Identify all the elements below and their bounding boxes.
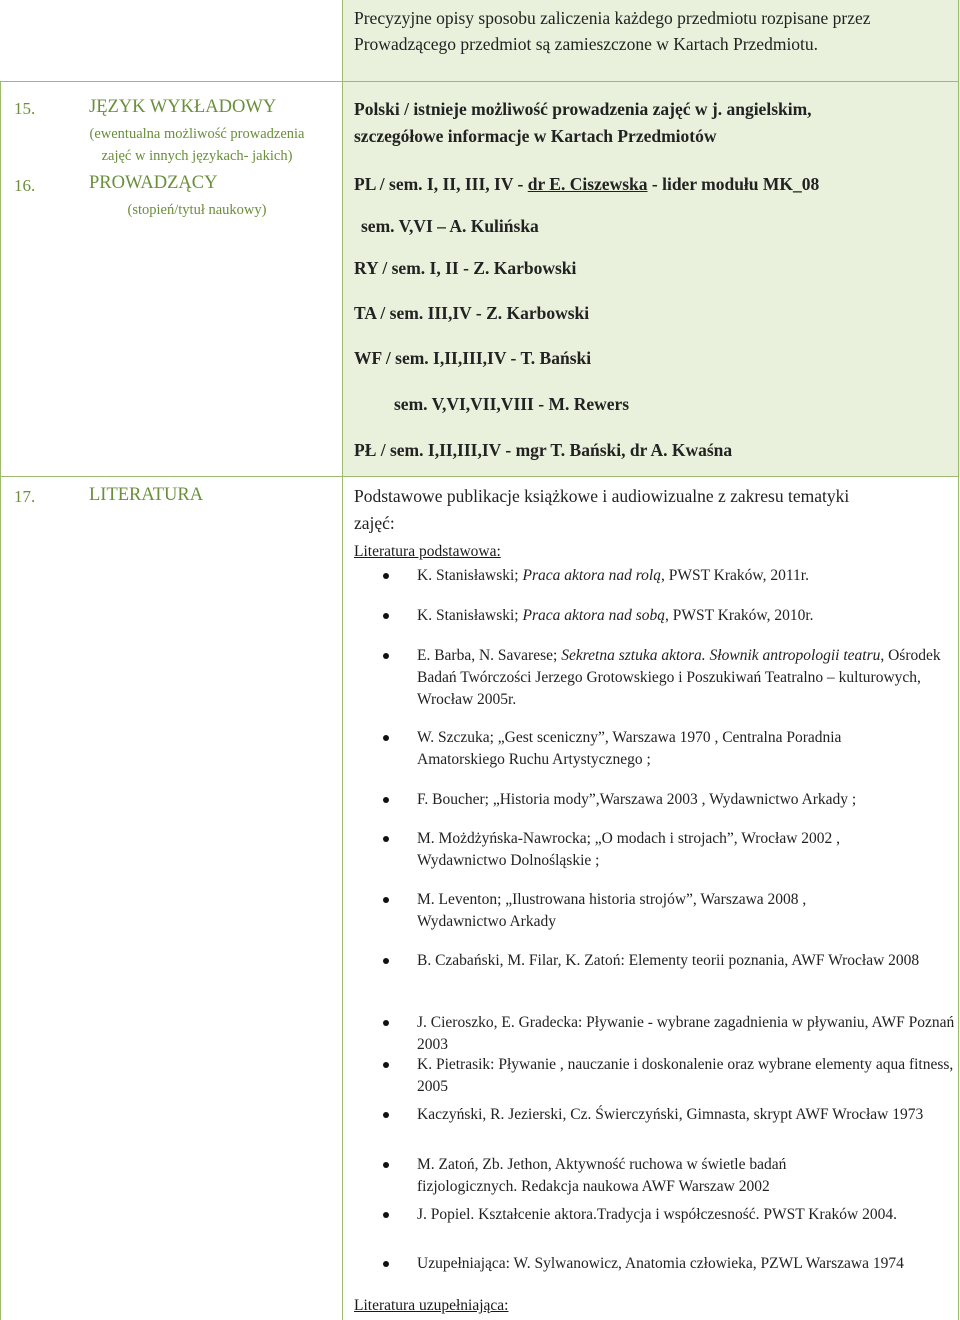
bullet-icon	[383, 1261, 389, 1267]
bullet-icon	[383, 613, 389, 619]
row-divider-17	[0, 476, 959, 477]
bullet-icon	[383, 836, 389, 842]
row-15-label: JĘZYK WYKŁADOWY	[89, 97, 277, 117]
literature-item	[417, 1104, 957, 1126]
literature-item-publisher: , PWST Kraków, 2010r.	[665, 607, 814, 624]
literature-item	[417, 789, 937, 811]
literature-item-text: B. Czabański, M. Filar, K. Zatoń: Elementy teorii poznania, AWF Wrocław 2008	[417, 952, 920, 969]
literature-item-title: Praca aktora nad rolą	[522, 567, 661, 584]
row-17-label: LITERATURA	[89, 485, 204, 505]
literature-item-title: Sekretna sztuka aktora. Słownik antropologii teatru	[561, 647, 881, 664]
literature-item-text: K. Stanisławski;	[417, 567, 523, 584]
row-15-content-1: Polski / istnieje możliwość prowadzenia zajęć w j. angielskim,	[354, 99, 812, 119]
bullet-icon	[383, 1062, 389, 1068]
literature-item-text: F. Boucher; „Historia mody”,Warszawa 2003 , Wydawnictwo Arkady ;	[417, 791, 857, 808]
bullet-icon	[383, 653, 389, 659]
bullet-icon	[383, 897, 389, 903]
row-15-note-2: zajęć w innych językach- jakich)	[101, 148, 293, 164]
literature-item-text: E. Barba, N. Savarese;	[417, 647, 562, 664]
top-note-line-2: Prowadzącego przedmiot są zamieszczone w Kartach Przedmiotu.	[354, 34, 819, 54]
literature-intro-2: zajęć:	[354, 513, 395, 533]
row-16-label: PROWADZĄCY	[89, 173, 218, 193]
literature-item-text: J. Cieroszko, E. Gradecka: Pływanie - wybrane zagadnienia w pływaniu, AWF Poznań 2003	[417, 1014, 955, 1053]
bullet-icon	[383, 1162, 389, 1168]
literature-item-text: M. Leventon; „Ilustrowana historia strojów”, Warszawa 2008 , Wydawnictwo Arkady	[417, 891, 807, 930]
literature-item	[417, 605, 937, 627]
bullet-icon	[383, 573, 389, 579]
column-divider	[342, 0, 343, 1320]
literature-item-text: K. Stanisławski;	[417, 607, 523, 624]
lecturer-ry: RY / sem. I, II - Z. Karbowski	[354, 258, 577, 278]
literature-item	[417, 1154, 887, 1198]
right-border	[958, 0, 959, 1320]
literature-intro-1: Podstawowe publikacje książkowe i audiowizualne z zakresu tematyki	[354, 486, 850, 506]
top-note-line-1: Precyzyjne opisy sposobu zaliczenia każdego przedmiotu rozpisane przez	[354, 8, 871, 28]
literature-item-publisher: , PWST Kraków, 2011r.	[661, 567, 809, 584]
literature-item	[417, 950, 957, 972]
row-15-content-2: szczegółowe informacje w Kartach Przedmiotów	[354, 126, 717, 146]
bullet-icon	[383, 1212, 389, 1218]
lecturer-pl-prefix: PL / sem. I, II, III, IV -	[354, 174, 528, 194]
literature-item-text: K. Pietrasik: Pływanie , nauczanie i doskonalenie oraz wybrane elementy aqua fitness, 2005	[417, 1056, 954, 1095]
literature-item-text: Uzupełniająca: W. Sylwanowicz, Anatomia człowieka, PZWL Warszawa 1974	[417, 1255, 904, 1272]
literature-item-text: M. Możdżyńska-Nawrocka; „O modach i strojach”, Wrocław 2002 , Wydawnictwo Dolnośląskie ;	[417, 830, 841, 869]
lecturer-pl2: PŁ / sem. I,II,III,IV - mgr T. Bański, dr A. Kwaśna	[354, 440, 733, 460]
literature-item	[417, 645, 947, 711]
bullet-icon	[383, 1020, 389, 1026]
literature-item-text: M. Zatoń, Zb. Jethon, Aktywność ruchowa w świetle badań fizjologicznych. Redakcja naukowa AWF Warszaw 2002	[417, 1156, 787, 1195]
row-15-note-1: (ewentualna możliwość prowadzenia	[89, 126, 305, 142]
literature-item	[417, 828, 917, 872]
bullet-icon	[383, 1112, 389, 1118]
literature-item-title: Praca aktora nad sobą	[522, 607, 666, 624]
row-divider-top	[0, 81, 959, 82]
row-15-number: 15.	[14, 99, 36, 118]
literature-item	[417, 1054, 957, 1098]
literature-item	[417, 1253, 957, 1275]
literature-item	[417, 727, 917, 771]
literature-item	[417, 1204, 927, 1226]
literature-item	[417, 565, 937, 587]
literature-item-text: W. Szczuka; „Gest sceniczny”, Warszawa 1970 , Centralna Poradnia Amatorskiego Ruchu Artystycznego ;	[417, 729, 842, 768]
literature-basic-heading: Literatura podstawowa:	[354, 543, 501, 560]
literature-item	[417, 1012, 957, 1056]
lecturer-pl	[354, 174, 819, 195]
literature-item-text: J. Popiel. Kształcenie aktora.Tradycja i współczesność. PWST Kraków 2004.	[417, 1206, 897, 1223]
row-16-number: 16.	[14, 176, 36, 195]
lecturer-pl-suffix: - lider modułu MK_08	[647, 174, 820, 194]
lecturer-wf: WF / sem. I,II,III,IV - T. Bański	[354, 348, 592, 368]
bullet-icon	[383, 797, 389, 803]
lecturer-pl-name: dr E. Ciszewska	[527, 174, 648, 194]
left-border	[0, 82, 1, 1320]
lecturer-wf-sem2: sem. V,VI,VII,VIII - M. Rewers	[394, 394, 630, 414]
lecturer-ta: TA / sem. III,IV - Z. Karbowski	[354, 303, 590, 323]
row-17-number: 17.	[14, 487, 36, 506]
literature-item	[417, 889, 887, 933]
lecturer-pl-sem2: sem. V,VI – A. Kulińska	[361, 216, 539, 236]
literature-item-text: Kaczyński, R. Jezierski, Cz. Świerczyński, Gimnasta, skrypt AWF Wrocław 1973	[417, 1106, 924, 1123]
bullet-icon	[383, 958, 389, 964]
row-16-note: (stopień/tytuł naukowy)	[127, 202, 267, 218]
literature-item-publisher: , Ośrodek Badań Twórczości Jerzego Grotowskiego i Poszukiwań Teatralno – kulturowych, Wrocław 2005r.	[417, 647, 941, 708]
bullet-icon	[383, 735, 389, 741]
literature-supplementary-heading: Literatura uzupełniająca:	[354, 1297, 509, 1314]
